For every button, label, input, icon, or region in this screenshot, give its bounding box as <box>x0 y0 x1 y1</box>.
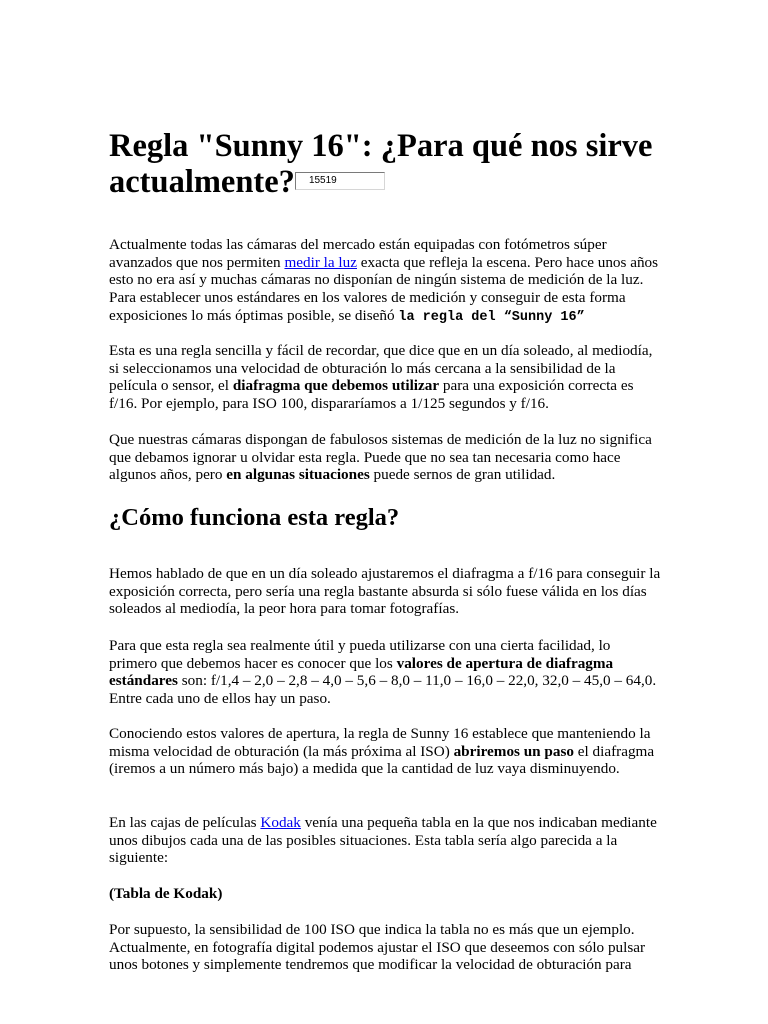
paragraph-text: puede sernos de gran utilidad. <box>369 466 556 484</box>
paragraph-iso: Por supuesto, la sensibilidad de 100 ISO que indica la tabla no es más que un ejemplo. Actualmente, en fotografía digital podemos ajustar el ISO que deseemos con sólo pulsar unos botones y simplemente tendremos que modificar la velocidad de obturación para <box>109 921 646 974</box>
bold-text: diafragma que debemos utilizar <box>232 377 440 395</box>
paragraph-usefulness <box>109 431 661 484</box>
paragraph-text: el diafragma (iremos a un número más bajo) a medida que la cantidad de luz vaya disminuyendo. <box>109 742 655 778</box>
paragraph-text: Esta es una regla sencilla y fácil de recordar, que dice que en un día soleado, al mediodía, si seleccionamos una velocidad de obturación lo más cercana a la sensibilidad de la película o sensor, el <box>109 342 653 395</box>
rule-name-code: la regla del “Sunny 16” <box>398 309 585 325</box>
paragraph-text: Conociendo estos valores de apertura, la regla de Sunny 16 establece que manteniendo la misma velocidad de obturación (la más próxima al ISO) <box>109 725 651 760</box>
page-title-text: Regla "Sunny 16": ¿Para qué nos sirve actualmente? <box>109 128 653 200</box>
bold-text: valores de apertura de diafragma estándares <box>109 654 614 690</box>
paragraph-text: para una exposición correcta es f/16. Por ejemplo, para ISO 100, dispararíamos a 1/125 segundos y f/16. <box>109 377 634 413</box>
paragraph-sunny-day: Hemos hablado de que en un día soleado ajustaremos el diafragma a f/16 para conseguir la exposición correcta, pero sería una regla bastante absurda si sólo fuese válida en los días soleados al mediodía, la peor hora para tomar fotografías. <box>109 565 661 618</box>
table-caption: (Tabla de Kodak) <box>109 885 223 902</box>
link-medir-la-luz[interactable]: medir la luz <box>284 253 357 271</box>
view-counter: 15519 <box>295 172 385 190</box>
paragraph-open-step <box>109 725 661 778</box>
paragraph-intro <box>109 236 661 327</box>
paragraph-text: son: f/1,4 – 2,0 – 2,8 – 4,0 – 5,6 – 8,0 – 11,0 – 16,0 – 22,0, 32,0 – 45,0 – 64,0. Entre cada uno de ellos hay un paso. <box>109 672 657 708</box>
section-heading: ¿Cómo funciona esta regla? <box>109 504 400 531</box>
bold-text: abriremos un paso <box>453 742 574 760</box>
paragraph-rule <box>109 342 661 413</box>
paragraph-kodak <box>109 814 661 867</box>
bold-text: en algunas situaciones <box>226 466 370 484</box>
paragraph-apertures <box>109 637 661 708</box>
link-kodak[interactable]: Kodak <box>260 814 301 831</box>
paragraph-text: Que nuestras cámaras dispongan de fabulosos sistemas de medición de la luz no significa que debamos ignorar u olvidar esta regla. Puede que no sea tan necesaria como hace algunos años, pero <box>109 431 652 484</box>
paragraph-text: Actualmente todas las cámaras del mercado están equipadas con fotómetros súper avanzados que nos permiten <box>109 236 607 271</box>
paragraph-text: exacta que refleja la escena. Pero hace unos años esto no era así y muchas cámaras no disponían de ningún sistema de medición de la luz. Para establecer unos estándares en los valores de medición y conseguir de esta forma exposiciones lo más óptimas posible, se diseñó <box>109 253 659 324</box>
paragraph-text: venía una pequeña tabla en la que nos indicaban mediante unos dibujos cada una de las posibles situaciones. Esta tabla sería algo parecida a la siguiente: <box>109 814 657 867</box>
paragraph-text: Para que esta regla sea realmente útil y pueda utilizarse con una cierta facilidad, lo primero que debemos hacer es conocer que los <box>109 637 611 672</box>
paragraph-text: En las cajas de películas <box>109 814 261 831</box>
page-title <box>109 128 669 200</box>
